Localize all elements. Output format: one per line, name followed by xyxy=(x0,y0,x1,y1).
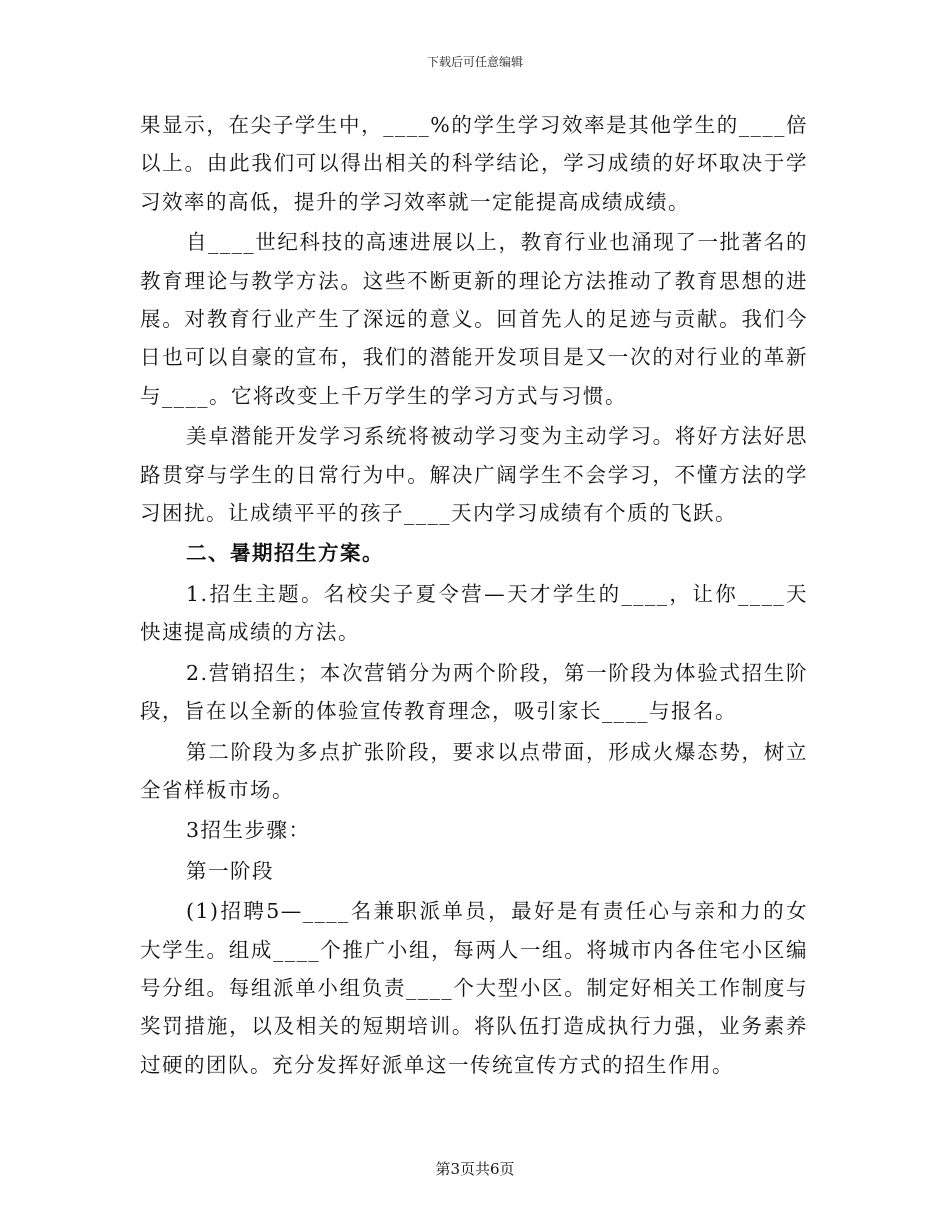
paragraph-2: 自____世纪科技的高速进展以上，教育行业也涌现了一批著名的教育理论与教学方法。这些不断更新的理论方法推动了教育思想的进展。对教育行业产生了深远的意义。回首先人的足迹与贡献。我们今日也可以自豪的宣布，我们的潜能开发项目是又一次的对行业的革新与____。它将改变上千万学生的学习方式与习惯。 xyxy=(140,230,808,408)
page-header: 下载后可任意编辑 xyxy=(426,55,523,69)
paragraph-topic: 1.招生主题。名校尖子夏令营—天才学生的____，让你____天快速提高成绩的方法。 xyxy=(140,581,808,645)
section-heading: 二、暑期招生方案。 xyxy=(186,541,384,566)
document-body xyxy=(140,106,808,1086)
paragraph-marketing: 2.营销招生；本次营销分为两个阶段，第一阶段为体验式招生阶段，旨在以全新的体验宣传教育理念，吸引家长____与报名。 xyxy=(140,660,808,724)
paragraph-stage-two: 第二阶段为多点扩张阶段，要求以点带面，形成火爆态势，树立全省样板市场。 xyxy=(140,739,808,802)
paragraph-steps: 3招生步骤： xyxy=(186,818,311,843)
paragraph-3: 美卓潜能开发学习系统将被动学习变为主动学习。将好方法好思路贯穿与学生的日常行为中。解决广阔学生不会学习，不懂方法的学习困扰。让成绩平平的孩子____天内学习成绩有个质的飞跃。 xyxy=(140,424,808,526)
paragraph-recruit: (1)招聘5—____名兼职派单员，最好是有责任心与亲和力的女大学生。组成____个推广小组，每两人一组。将城市内各住宅小区编号分组。每组派单小组负责____个大型小区。制定好相关工作制度与奖罚措施，以及相关的短期培训。将队伍打造成执行力强，业务素养过硬的团队。充分发挥好派单这一传统宣传方式的招生作用。 xyxy=(140,899,808,1077)
page-footer: 第3页共6页 xyxy=(435,1160,515,1178)
paragraph-stage-one: 第一阶段 xyxy=(186,858,274,883)
paragraph-1: 果显示，在尖子学生中，____%的学生学习效率是其他学生的____倍以上。由此我们可以得出相关的科学结论，学习成绩的好坏取决于学习效率的高低，提升的学习效率就一定能提高成绩成绩。 xyxy=(140,113,808,214)
